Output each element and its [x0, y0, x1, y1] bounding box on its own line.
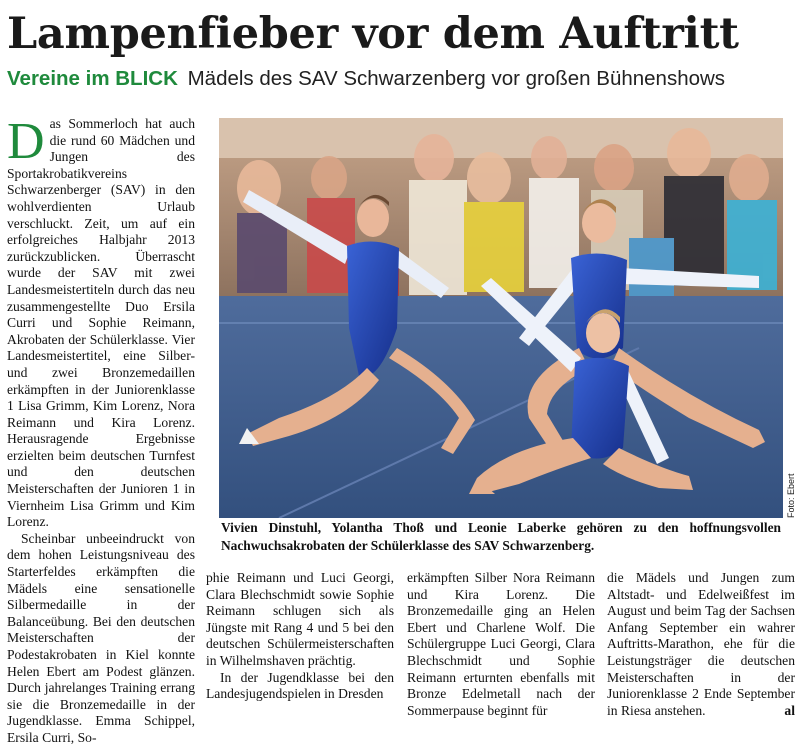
paragraph-text: die Mädels und Jungen zum Altstadt- und Edelweißfest im August und beim Tag der Sachsen Anfang September ein wahrer Auftritts-Marathon, ehe für die Leistungsträger die deutschen Meisterschaften in der Juniorenklasse 2 Ende September in Riesa anstehen. [607, 570, 795, 718]
author-signature: al [784, 702, 795, 718]
article-column-2 [206, 570, 394, 703]
drop-cap: D [7, 113, 45, 170]
subheadline-text: Mädels des SAV Schwarzenberg vor großen Bühnenshows [187, 67, 726, 90]
article-paragraph: Scheinbar unbeeindruckt von dem hohen Leistungsniveau des Starterfeldes erkämpften die Mädels eine sensationelle Silbermedaille in der Balanceübung. Bei den deutschen Meisterschaften der Podestakrobaten in Kiel konnte Helen Ebert am Podest glänzen. Durch jahrelanges Training errang sie die Bronzemedaille in der Jugendklasse. Emma Schippel, Ersila Curri, So- [7, 530, 195, 745]
headline: Lampenfieber vor dem Auftritt [7, 9, 739, 59]
subheadline [7, 66, 797, 92]
article-photo [219, 118, 783, 518]
article-paragraph: phie Reimann und Luci Georgi, Clara Blechschmidt sowie Sophie Reimann schlugen sich als Jüngste mit Rang 4 und 5 bei den deutschen Schülermeisterschaften in Wilhelmshaven prächtig. [206, 570, 394, 668]
acrobats-photo-illustration [219, 118, 783, 518]
article-column-4 [607, 570, 795, 719]
photo-caption: Vivien Dinstuhl, Yolantha Thoß und Leonie Laberke gehören zu den hoffnungsvollen Nachwuchsakrobaten der Schülerklasse des SAV Schwarzenberg. [221, 520, 781, 553]
article-column-1 [7, 113, 195, 747]
article-paragraph [7, 113, 195, 531]
section-kicker: Vereine im BLICK [7, 67, 178, 90]
paragraph-text: as Sommerloch hat auch die rund 60 Mädchen und Jungen des Sportakrobatikvereins Schwarzenberger (SAV) in den wohlverdienten Urlaub verschluckt. Zeit, um auf ein erfolgreiches Halbjahr 2013 zurückzublicken. Überrascht wurde der SAV mit zwei Landesmeistertiteln durch das neu zusammengestellte Duo Ersila Curri und Sophie Reimann, Akrobaten der Schülerklasse. Vier Landesmeistertitel, eine Silber- und zwei Bronzemedaillen erkämpften in der Juniorenklasse 1 Lisa Grimm, Kim Lorenz, Nora Reimann und Kira Lorenz. Herausragende Ergebnisse erzielten beim deutschen Turnfest und den deutschen Meisterschaften der Junioren 1 in Viernheim Lisa Grimm und Kim Lorenz. [7, 116, 195, 530]
photo-credit: Foto: Ebert [786, 473, 796, 518]
article-paragraph: In der Jugendklasse bei den Landesjugendspielen in Dresden [206, 669, 394, 702]
article-paragraph [607, 570, 795, 719]
article-paragraph: erkämpften Silber Nora Reimann und Kira Lorenz. Die Bronzemedaille ging an Helen Ebert und Charlene Wolf. Die Schülergruppe Luci Georgi, Clara Blechschmidt und Sophie Reimann erturnten ebenfalls mit Bronze Edelmetall nach der Sommerpause beginnt für [407, 570, 595, 718]
article-column-3 [407, 570, 595, 719]
